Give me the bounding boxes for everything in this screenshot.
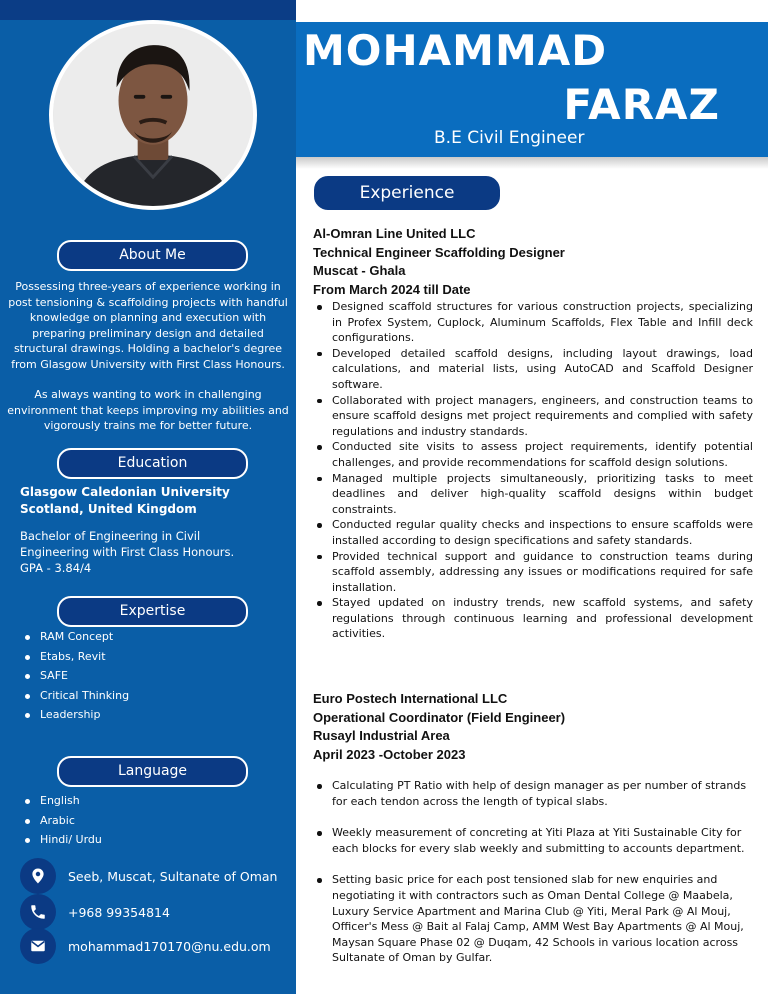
expertise-heading: Expertise — [57, 596, 248, 627]
school-name: Glasgow Caledonian University — [20, 485, 230, 499]
job-role: Technical Engineer Scaffolding Designer — [313, 244, 565, 260]
list-item: Hindi/ Urdu — [22, 830, 102, 850]
sidebar-top-strip — [0, 0, 296, 20]
list-item: Leadership — [22, 705, 129, 725]
school-location: Scotland, United Kingdom — [20, 502, 197, 516]
portrait-illustration — [53, 24, 253, 206]
about-text — [6, 279, 290, 434]
about-heading: About Me — [57, 240, 248, 271]
job-location: Rusayl Industrial Area — [313, 728, 450, 743]
list-item: Setting basic price for each post tensioned slab for new enquiries and negotiating it with contractors such as Oman Dental College @ Maabela, Luxury Service Apartment and Marina Club @ Yiti, Meral Park @ Al Mouj, Officer's Mess @ Bait al Falaj Camp, AMM West Bay Apartments @ Al Mouj, Maysan Square Phase 02 @ Duqam, 42 Schools in various location across Sultanate of Oman by Gulfar. — [313, 872, 753, 966]
list-item: Designed scaffold structures for various construction projects, specializing in Profex System, Cuplock, Aluminum Scaffolds, Flex Table and Infill deck configurations. — [313, 299, 753, 346]
job-period: From March 2024 till Date — [313, 281, 471, 297]
phone-icon — [20, 894, 56, 930]
list-item: Critical Thinking — [22, 686, 129, 706]
list-item: Stayed updated on industry trends, new scaffold systems, and safety regulations through continuous learning and professional development activities. — [313, 595, 753, 642]
contact-email[interactable] — [20, 928, 271, 964]
list-item: Weekly measurement of concreting at Yiti Plaza at Yiti Sustainable City for each blocks for every slab weekly and submitting to accounts department. — [313, 825, 753, 856]
language-list — [22, 791, 102, 850]
about-paragraph: As always wanting to work in challenging environment that keeps improving my abilities and vigorously trains me for better future. — [7, 388, 289, 432]
list-item: RAM Concept — [22, 627, 129, 647]
experience-heading: Experience — [312, 174, 502, 212]
job-bullets — [313, 299, 753, 642]
education-school — [20, 484, 230, 518]
list-item: Managed multiple projects simultaneously, prioritizing tasks to meet deadlines and deliver high-quality scaffold designs within budget constraints. — [313, 471, 753, 518]
job-bullets — [313, 778, 753, 966]
name-last: FARAZ — [563, 80, 720, 129]
location-text: Seeb, Muscat, Sultanate of Oman — [68, 868, 278, 884]
envelope-icon — [20, 928, 56, 964]
language-heading: Language — [57, 756, 248, 787]
header-shadow — [296, 157, 768, 169]
education-degree: Bachelor of Engineering in Civil Engineering with First Class Honours. GPA - 3.84/4 — [20, 529, 235, 575]
job-location: Muscat - Ghala — [313, 263, 406, 278]
job-company: Euro Postech International LLC — [313, 691, 508, 706]
expertise-list — [22, 627, 129, 725]
job-entry — [313, 690, 753, 982]
list-item: Developed detailed scaffold designs, including layout drawings, load calculations, and material lists, using AutoCAD and Scaffold Designer software. — [313, 346, 753, 393]
list-item: Arabic — [22, 811, 102, 831]
job-role: Operational Coordinator (Field Engineer) — [313, 709, 566, 725]
job-entry — [313, 225, 753, 642]
contact-location — [20, 858, 277, 894]
list-item: Collaborated with project managers, engineers, and construction teams to ensure scaffold designs met project requirements and complied with safety regulations and industry standards. — [313, 393, 753, 440]
job-company: Al-Omran Line United LLC — [313, 226, 476, 241]
job-title: B.E Civil Engineer — [434, 128, 585, 148]
list-item: SAFE — [22, 666, 129, 686]
list-item: Provided technical support and guidance to construction teams during scaffold assembly, addressing any issues or modifications required for safe installation. — [313, 549, 753, 596]
education-heading: Education — [57, 448, 248, 479]
about-paragraph: Possessing three-years of experience working in post tensioning & scaffolding projects with handful knowledge on planning and execution with preparing preliminary design and detailed structural drawings. Holding a bachelor's degree from Glasgow University with First Class Honours. — [8, 280, 288, 371]
list-item: Conducted regular quality checks and inspections to ensure scaffolds were installed according to design specifications and safety standards. — [313, 517, 753, 548]
map-pin-icon — [20, 858, 56, 894]
list-item: Etabs, Revit — [22, 647, 129, 667]
profile-photo — [49, 20, 257, 210]
email-text[interactable]: mohammad170170@nu.edu.om — [68, 938, 271, 954]
name-first: MOHAMMAD — [303, 26, 608, 75]
contact-phone[interactable] — [20, 894, 170, 930]
list-item: Conducted site visits to assess project requirements, identify potential challenges, and provide recommendations for scaffold design solutions. — [313, 439, 753, 470]
list-item: English — [22, 791, 102, 811]
phone-text[interactable]: +968 99354814 — [68, 904, 170, 920]
job-period: April 2023 -October 2023 — [313, 746, 466, 762]
list-item: Calculating PT Ratio with help of design manager as per number of strands for each tendon across the length of typical slabs. — [313, 778, 753, 809]
